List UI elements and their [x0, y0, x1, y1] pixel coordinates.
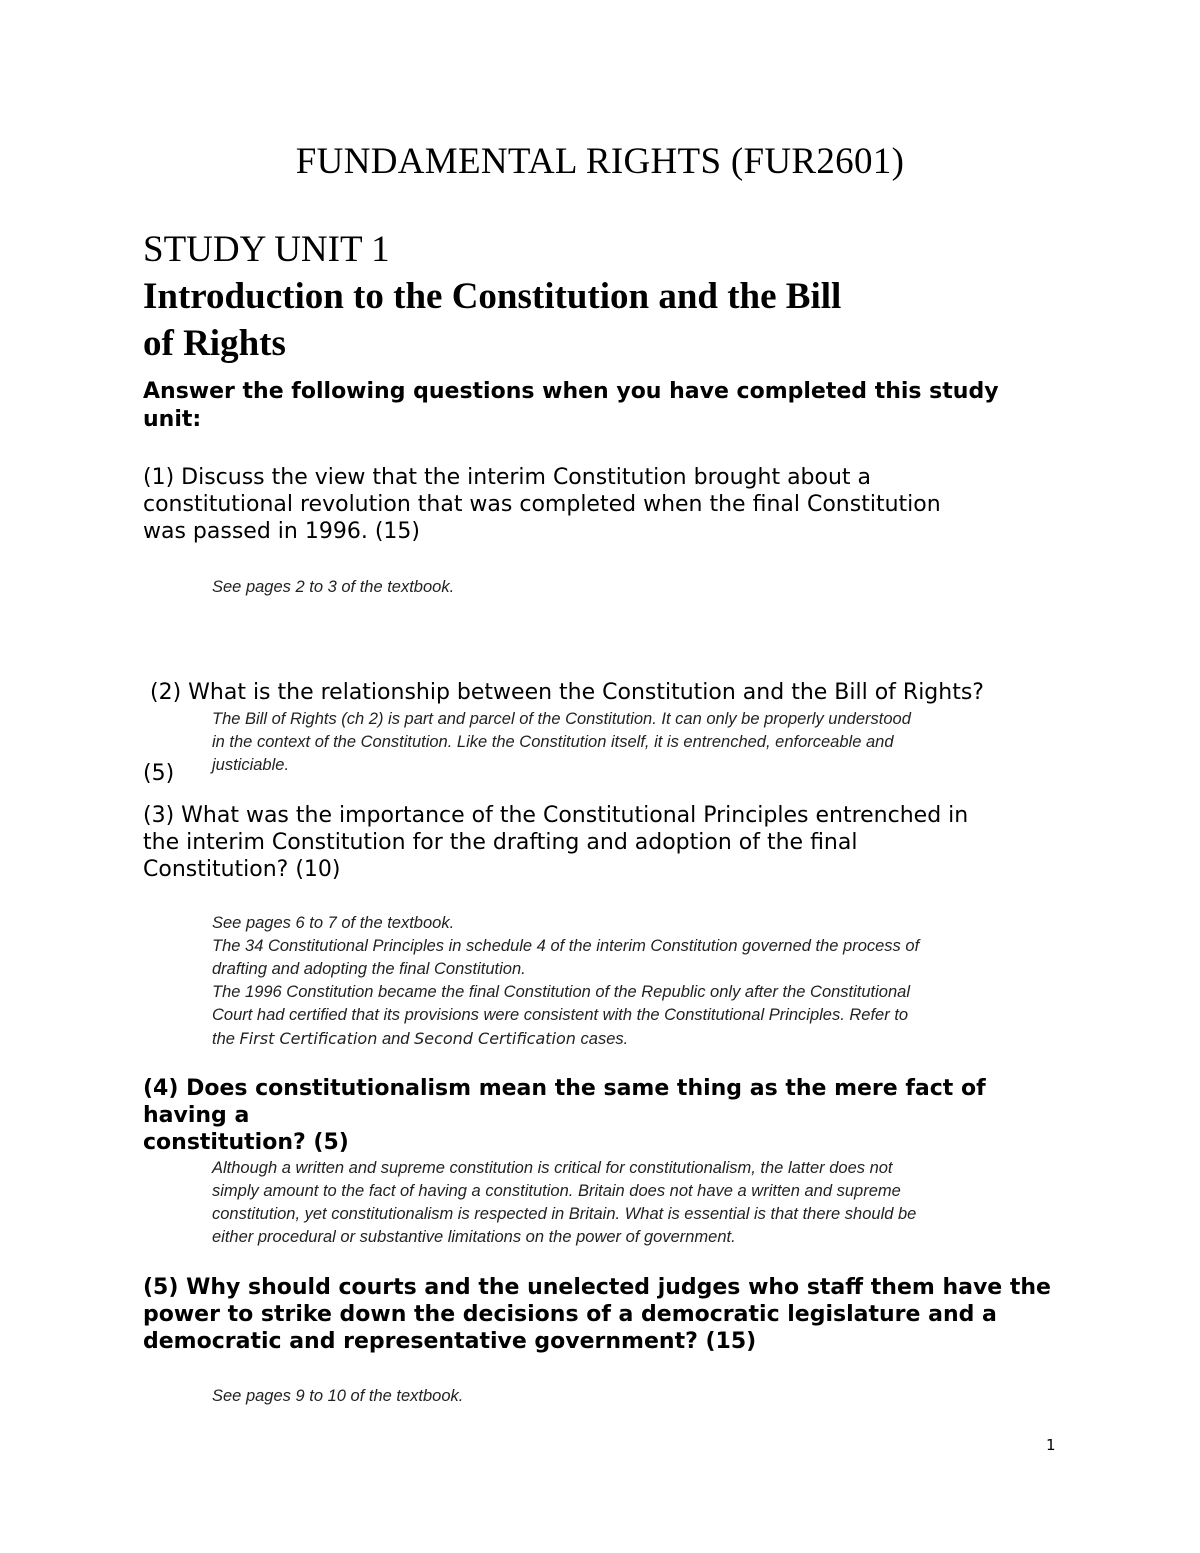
- answer-2-line-1: The Bill of Rights (ch 2) is part and parcel of the Constitution. It can only be properly understood: [212, 710, 911, 728]
- question-1-line-3: was passed in 1996. (15): [143, 519, 420, 544]
- question-5-line-3: democratic and representative government? (15): [143, 1329, 757, 1354]
- answer-3: [212, 912, 1062, 1051]
- question-1: [143, 464, 1073, 545]
- question-3-line-1: (3) What was the importance of the Constitutional Principles entrenched in: [143, 803, 969, 828]
- answer-3-line-4: The 1996 Constitution became the final Constitution of the Republic only after the Constitutional: [212, 983, 911, 1001]
- question-4-line-2: constitution? (5): [143, 1130, 349, 1155]
- case-name-second-certification: Second Certification: [414, 1029, 576, 1048]
- question-2-line-2: (5): [143, 761, 175, 786]
- question-5-line-1: (5) Why should courts and the unelected judges who staff them have the: [143, 1275, 1051, 1300]
- answer-3-line-5: Court had certified that its provisions were consistent with the Constitutional Principles. Refer to: [212, 1006, 909, 1024]
- case-name-first-certification: First Certification: [239, 1029, 378, 1048]
- page-number: 1: [1046, 1436, 1056, 1454]
- question-1-line-1: (1) Discuss the view that the interim Constitution brought about a: [143, 465, 872, 490]
- answer-4-line-4: either procedural or substantive limitations on the power of government.: [212, 1228, 736, 1246]
- study-unit-title-line-2: of Rights: [143, 323, 286, 364]
- question-3-line-2: the interim Constitution for the drafting and adoption of the final: [143, 830, 858, 855]
- answer-3-line-2: The 34 Constitutional Principles in schedule 4 of the interim Constitution governed the process of: [212, 937, 920, 955]
- answer-1: [212, 576, 1062, 599]
- question-4-line-1: (4) Does constitutionalism mean the same thing as the mere fact of having a: [143, 1076, 986, 1128]
- question-1-line-2: constitutional revolution that was completed when the final Constitution: [143, 492, 941, 517]
- document-title: FUNDAMENTAL RIGHTS (FUR2601): [295, 141, 905, 182]
- study-unit-label: STUDY UNIT 1: [143, 229, 390, 270]
- answer-3-line-6-suffix: cases.: [575, 1030, 629, 1048]
- answer-5-line-1: See pages 9 to 10 of the textbook.: [212, 1387, 464, 1405]
- question-2-line-1: (2) What is the relationship between the Constitution and the Bill of Rights?: [143, 680, 984, 705]
- question-4: [143, 1075, 1073, 1156]
- answer-3-line-3: drafting and adopting the final Constitution.: [212, 960, 526, 978]
- answer-2-line-3: justiciable.: [212, 756, 290, 774]
- answer-3-line-6-connector: and: [377, 1030, 415, 1048]
- question-5: [143, 1274, 1073, 1355]
- instructions: [143, 378, 1063, 434]
- answer-2: [212, 708, 1062, 777]
- question-5-line-2: power to strike down the decisions of a democratic legislature and a: [143, 1302, 997, 1327]
- answer-3-line-1: See pages 6 to 7 of the textbook.: [212, 914, 455, 932]
- answer-4-line-1: Although a written and supreme constitution is critical for constitutionalism, the latter does not: [212, 1159, 893, 1177]
- answer-4-line-2: simply amount to the fact of having a constitution. Britain does not have a written and supreme: [212, 1182, 901, 1200]
- question-3: [143, 802, 1073, 883]
- answer-4: [212, 1157, 1062, 1249]
- study-unit-title-line-1: Introduction to the Constitution and the Bill: [143, 276, 842, 317]
- instructions-line-1: Answer the following questions when you have completed this study: [143, 379, 999, 404]
- answer-2-line-2: in the context of the Constitution. Like the Constitution itself, it is entrenched, enforceable and: [212, 733, 894, 751]
- question-3-line-3: Constitution? (10): [143, 857, 341, 882]
- study-unit-heading: [143, 226, 1063, 367]
- answer-3-line-6-prefix: the: [212, 1030, 240, 1048]
- answer-3-line-6: [212, 1027, 1062, 1051]
- answer-1-line-1: See pages 2 to 3 of the textbook.: [212, 578, 455, 596]
- answer-5: [212, 1385, 1062, 1408]
- answer-4-line-3: constitution, yet constitutionalism is respected in Britain. What is essential is that there should be: [212, 1205, 917, 1223]
- instructions-line-2: unit:: [143, 407, 202, 432]
